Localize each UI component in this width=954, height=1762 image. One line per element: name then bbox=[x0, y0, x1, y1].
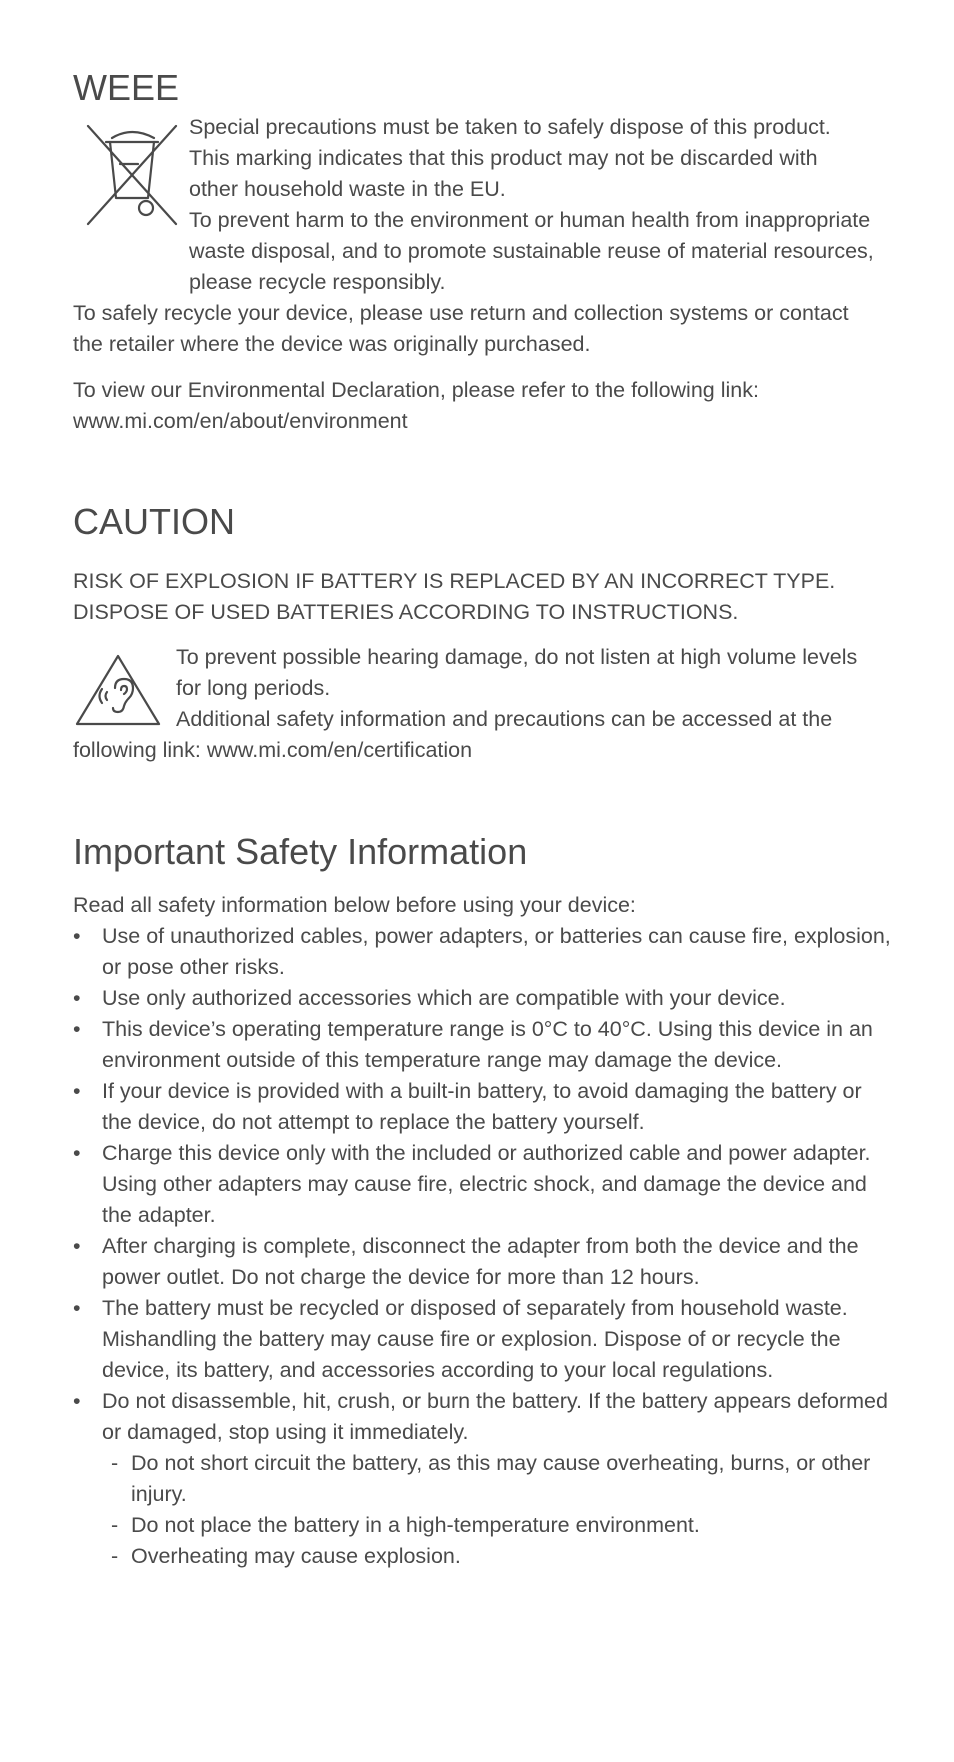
weee-paragraph-4: To view our Environmental Declaration, please refer to the following link: bbox=[73, 378, 759, 402]
battery-sublist bbox=[102, 1448, 893, 1572]
list-item: • Use only authorized accessories which are compatible with your device. bbox=[73, 983, 893, 1014]
list-item: • If your device is provided with a built-in battery, to avoid damaging the battery or the device, do not attempt to replace the battery yourself. bbox=[73, 1076, 893, 1138]
caution-heading: CAUTION bbox=[73, 501, 235, 542]
safety-body bbox=[73, 890, 893, 1572]
hearing-section bbox=[73, 642, 893, 766]
safety-list bbox=[73, 921, 893, 1572]
sub-list-item: - Do not short circuit the battery, as this may cause overheating, burns, or other injury. bbox=[102, 1448, 893, 1510]
list-item: • This device’s operating temperature range is 0°C to 40°C. Using this device in an environment outside of this temperature range may damage the device. bbox=[73, 1014, 893, 1076]
weee-paragraph-2-text: To prevent harm to the environment or human health from inappropriate waste disposal, and to promote sustainable reuse of material resources, please recycle responsibly. bbox=[189, 208, 874, 294]
list-item: • Use of unauthorized cables, power adapters, or batteries can cause fire, explosion, or pose other risks. bbox=[73, 921, 893, 983]
sub-list-item: - Do not place the battery in a high-temperature environment. bbox=[102, 1510, 893, 1541]
weee-paragraph-1: Special precautions must be taken to safely dispose of this product. This marking indicates that this product may not be discarded with other household waste in the EU. bbox=[189, 115, 831, 201]
caution-body bbox=[73, 566, 893, 628]
weee-heading: WEEE bbox=[73, 67, 180, 108]
weee-body bbox=[73, 112, 893, 437]
caution-explosion-warning: RISK OF EXPLOSION IF BATTERY IS REPLACED BY AN INCORRECT TYPE. bbox=[73, 569, 836, 593]
sub-list-item: - Overheating may cause explosion. bbox=[102, 1541, 893, 1572]
additional-safety-link-text: Additional safety information and precautions can be accessed at the following link: www.mi.com/en/certification bbox=[73, 707, 833, 762]
list-item: • Charge this device only with the included or authorized cable and power adapter. Using other adapters may cause fire, electric shock, and damage the device and the adapter. bbox=[73, 1138, 893, 1231]
hearing-warning-text: To prevent possible hearing damage, do not listen at high volume levels for long periods. bbox=[176, 645, 858, 700]
list-item: • The battery must be recycled or disposed of separately from household waste. Mishandling the battery may cause fire or explosion. Dispose of or recycle the device, its battery, and accessories according to your local regulations. bbox=[73, 1293, 893, 1386]
list-item bbox=[73, 1386, 893, 1572]
environment-link[interactable]: www.mi.com/en/about/environment bbox=[73, 409, 408, 433]
caution-dispose-warning: DISPOSE OF USED BATTERIES ACCORDING TO INSTRUCTIONS. bbox=[73, 600, 739, 624]
list-item-text: Do not disassemble, hit, crush, or burn the battery. If the battery appears deformed or damaged, stop using it immediately. bbox=[102, 1389, 888, 1444]
weee-paragraph-2 bbox=[73, 205, 893, 298]
additional-safety-text bbox=[73, 704, 893, 766]
weee-paragraph-3: To safely recycle your device, please use return and collection systems or contact the retailer where the device was originally purchased. bbox=[73, 301, 849, 356]
safety-intro: Read all safety information below before using your device: bbox=[73, 893, 636, 917]
list-item: • After charging is complete, disconnect the adapter from both the device and the power outlet. Do not charge the device for more than 12 hours. bbox=[73, 1231, 893, 1293]
safety-heading: Important Safety Information bbox=[73, 831, 528, 872]
